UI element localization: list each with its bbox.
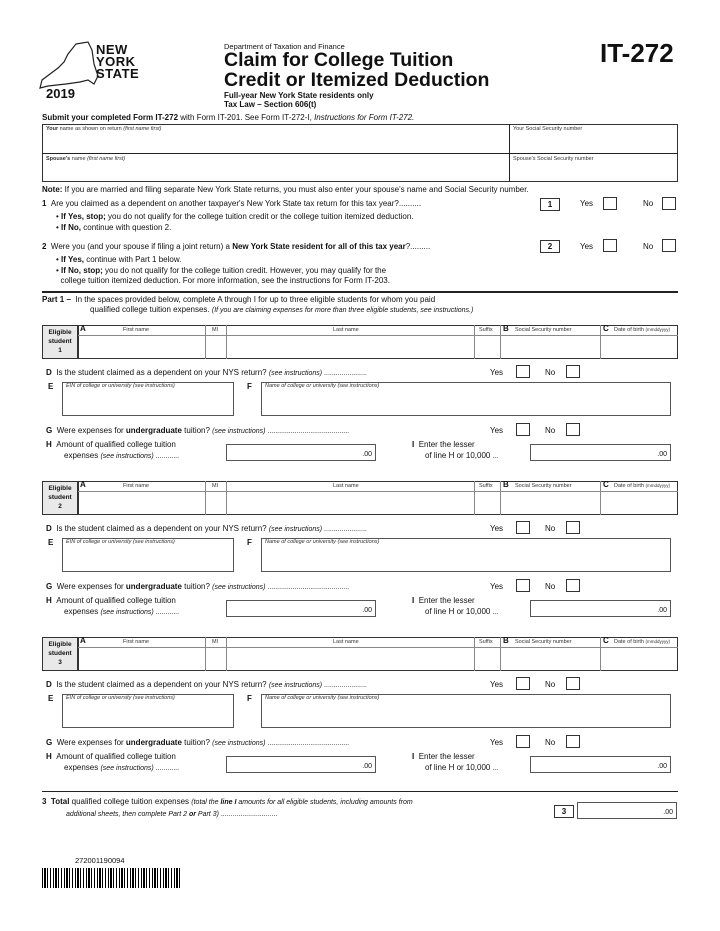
barcode-image [42, 868, 182, 888]
logo-new: NEW [96, 42, 128, 57]
part1-label: Part 1 – [42, 295, 71, 304]
mi-label: MI [212, 639, 219, 645]
college-name-label: Name of college or university (see instructions) [265, 383, 380, 389]
mi-input[interactable] [206, 492, 225, 514]
last-name-label: Last name [333, 639, 359, 645]
student-label: student [48, 338, 72, 345]
mi-label: MI [212, 483, 219, 489]
line-d-no-label: No [545, 368, 556, 377]
field-letter-f: F [247, 382, 252, 391]
q2-no-checkbox[interactable] [662, 239, 676, 252]
line-i-text: I Enter the lesser of line H or 10,000 ... [412, 596, 499, 616]
line-d-no-label: No [545, 524, 556, 533]
dob-label: Date of birth (mmddyyyy) [614, 483, 670, 489]
q1-no-checkbox[interactable] [662, 197, 676, 210]
line-g-no-checkbox[interactable] [566, 735, 580, 748]
ssn-input[interactable] [501, 336, 599, 358]
line-g-no-checkbox[interactable] [566, 423, 580, 436]
first-name-input[interactable] [79, 492, 204, 514]
line-d-yes-label: Yes [490, 368, 504, 377]
eligible-student-cell [42, 637, 78, 671]
line-d-yes-checkbox[interactable] [516, 677, 530, 690]
subtitle-tax-law: Tax Law – Section 606(t) [224, 99, 317, 109]
field-letter-b: B [503, 480, 509, 489]
nys-logo [36, 40, 146, 102]
eligible-label: Eligible [48, 485, 72, 492]
last-name-input[interactable] [227, 648, 473, 670]
college-name-label: Name of college or university (see instructions) [265, 695, 380, 701]
line-h-amount[interactable]: .00 [226, 444, 376, 461]
line-d-no-checkbox[interactable] [566, 365, 580, 378]
line-g-yes-checkbox[interactable] [516, 735, 530, 748]
note: Note: If you are married and filing separate New York State returns, you must also enter your spouse's name and Social Security number. [42, 185, 529, 194]
q2-bullet2: • If No, stop; you do not qualify for the college tuition credit. However, you may qualify for the college tuition itemized deduction. For more information, see the instructions for Form IT-203. [56, 266, 390, 285]
line-i-amount[interactable]: .00 [530, 756, 671, 773]
line-h-amount[interactable]: .00 [226, 600, 376, 617]
line-d-text: D Is the student claimed as a dependent on your NYS return? (see instructions) ...................... [46, 680, 367, 689]
line-d-no-checkbox[interactable] [566, 521, 580, 534]
line-g-no-label: No [545, 738, 556, 747]
title-line1: Claim for College Tuition [224, 49, 454, 71]
subtitle-residents: Full-year New York State residents only [224, 91, 374, 100]
q1-yes-checkbox[interactable] [603, 197, 617, 210]
ssn-label: Social Security number [515, 327, 572, 333]
line-g-yes-label: Yes [490, 582, 504, 591]
q1-bullet2: • If No, continue with question 2. [56, 223, 172, 232]
spouse-name-field[interactable] [43, 165, 508, 181]
spouse-ssn-label: Spouse's Social Security number [513, 156, 594, 162]
line-d-yes-checkbox[interactable] [516, 365, 530, 378]
suffix-input[interactable] [475, 492, 499, 514]
line3-text: 3 Total qualified college tuition expenses (total the line I amounts for all eligible students, including amounts from additional sheets, then complete Part 2 or Part 3) ............................. [42, 797, 413, 818]
last-name-input[interactable] [227, 492, 473, 514]
line3-total-amount[interactable]: .00 [577, 802, 677, 819]
subtitle [224, 92, 374, 109]
your-name-field[interactable] [43, 135, 508, 152]
dob-label: Date of birth (mmddyyyy) [614, 327, 670, 333]
submit-rest: with Form IT-201. See Form IT-272-I, [178, 113, 315, 122]
q2-text: 2 Were you (and your spouse if filing a joint return) a New York State resident for all of this tax year?......... [42, 242, 431, 251]
line-g-text: G Were expenses for undergraduate tuition? (see instructions) .......................................... [46, 738, 350, 747]
student-block-2 [0, 481, 720, 637]
line-g-no-label: No [545, 582, 556, 591]
line-g-yes-label: Yes [490, 738, 504, 747]
field-letter-b: B [503, 636, 509, 645]
line-h-text: H Amount of qualified college tuition expenses (see instructions) ............ [46, 752, 180, 772]
dob-label: Date of birth (mmddyyyy) [614, 639, 670, 645]
college-name-label: Name of college or university (see instructions) [265, 539, 380, 545]
mi-input[interactable] [206, 336, 225, 358]
spouse-ssn-field[interactable] [510, 165, 677, 181]
student-number: 2 [58, 503, 62, 510]
line-g-yes-checkbox[interactable] [516, 423, 530, 436]
field-letter-e: E [48, 694, 54, 703]
eligible-label: Eligible [48, 641, 72, 648]
submit-instruction [42, 113, 414, 122]
field-letter-f: F [247, 538, 252, 547]
line-d-yes-checkbox[interactable] [516, 521, 530, 534]
suffix-label: Suffix [479, 639, 493, 645]
q2-bullet1: • If Yes, continue with Part 1 below. [56, 255, 182, 264]
student-block-1 [0, 325, 720, 481]
line-i-text: I Enter the lesser of line H or 10,000 ... [412, 440, 499, 460]
student-label: student [48, 650, 72, 657]
field-letter-b: B [503, 324, 509, 333]
your-ssn-label: Your Social Security number [513, 126, 583, 132]
first-name-label: First name [123, 639, 149, 645]
line-d-no-label: No [545, 680, 556, 689]
your-name-label: Your name as shown on return (first name first) [46, 126, 162, 132]
ssn-input[interactable] [501, 648, 599, 670]
suffix-input[interactable] [475, 336, 499, 358]
field-letter-c: C [603, 636, 609, 645]
line-g-yes-label: Yes [490, 426, 504, 435]
mi-input[interactable] [206, 648, 225, 670]
line-i-amount[interactable]: .00 [530, 444, 671, 461]
line3-box-number: 3 [554, 805, 574, 818]
submit-lead: Submit your completed Form IT-272 [42, 113, 179, 122]
first-name-input[interactable] [79, 648, 204, 670]
ssn-input[interactable] [501, 492, 599, 514]
eligible-student-cell [42, 325, 78, 359]
form-number: IT-272 [600, 38, 674, 68]
ein-label: EIN of college or university (see instructions) [66, 695, 175, 701]
field-letter-a: A [80, 324, 86, 333]
eligible-student-cell [42, 481, 78, 515]
form-title [224, 50, 489, 90]
suffix-label: Suffix [479, 483, 493, 489]
q1-yes-label: Yes [580, 199, 594, 208]
logo-state: STATE [96, 66, 140, 81]
line-h-text: H Amount of qualified college tuition expenses (see instructions) ............ [46, 596, 180, 616]
student-label: student [48, 494, 72, 501]
line-d-yes-label: Yes [490, 680, 504, 689]
ssn-label: Social Security number [515, 639, 572, 645]
q2-yes-label: Yes [580, 242, 594, 251]
suffix-label: Suffix [479, 327, 493, 333]
q1-box-number: 1 [540, 198, 560, 211]
student-number: 3 [58, 659, 62, 666]
line-g-text: G Were expenses for undergraduate tuition? (see instructions) .......................................... [46, 426, 350, 435]
dob-input[interactable] [601, 492, 677, 514]
field-letter-e: E [48, 382, 54, 391]
your-ssn-field[interactable] [510, 135, 677, 152]
spouse-name-label: Spouse's name (first name first) [46, 156, 126, 162]
ein-label: EIN of college or university (see instructions) [66, 383, 175, 389]
first-name-label: First name [123, 483, 149, 489]
field-letter-a: A [80, 636, 86, 645]
student-number: 1 [58, 347, 62, 354]
barcode-number: 272001190094 [75, 856, 125, 865]
line-d-no-checkbox[interactable] [566, 677, 580, 690]
line-d-yes-label: Yes [490, 524, 504, 533]
last-name-input[interactable] [227, 336, 473, 358]
line-h-amount[interactable]: .00 [226, 756, 376, 773]
field-letter-f: F [247, 694, 252, 703]
dob-input[interactable] [601, 336, 677, 358]
submit-instr: Instructions for Form IT-272. [314, 113, 415, 122]
line-d-text: D Is the student claimed as a dependent on your NYS return? (see instructions) ...................... [46, 368, 367, 377]
student-block-3 [0, 637, 720, 793]
line-h-text: H Amount of qualified college tuition expenses (see instructions) ............ [46, 440, 180, 460]
line-g-no-label: No [545, 426, 556, 435]
line-g-text: G Were expenses for undergraduate tuition? (see instructions) .......................................... [46, 582, 350, 591]
suffix-input[interactable] [475, 648, 499, 670]
eligible-label: Eligible [48, 329, 72, 336]
ein-label: EIN of college or university (see instructions) [66, 539, 175, 545]
field-letter-c: C [603, 480, 609, 489]
first-name-input[interactable] [79, 336, 204, 358]
q2-no-label: No [643, 242, 654, 251]
first-name-label: First name [123, 327, 149, 333]
field-letter-e: E [48, 538, 54, 547]
q2-box-number: 2 [540, 240, 560, 253]
mi-label: MI [212, 327, 219, 333]
q1-text: 1 Are you claimed as a dependent on another taxpayer's New York State tax return for this tax year?.......... [42, 199, 422, 208]
line-g-no-checkbox[interactable] [566, 579, 580, 592]
field-letter-a: A [80, 480, 86, 489]
ssn-label: Social Security number [515, 483, 572, 489]
line-i-text: I Enter the lesser of line H or 10,000 ... [412, 752, 499, 772]
form-year: 2019 [46, 86, 75, 101]
dob-input[interactable] [601, 648, 677, 670]
title-line2: Credit or Itemized Deduction [224, 69, 490, 91]
department-name: Department of Taxation and Finance [224, 42, 345, 51]
line-i-amount[interactable]: .00 [530, 600, 671, 617]
field-letter-c: C [603, 324, 609, 333]
q1-no-label: No [643, 199, 654, 208]
q1-bullet1: • If Yes, stop; you do not qualify for the college tuition credit or the college tuition itemized deduction. [56, 212, 414, 221]
last-name-label: Last name [333, 327, 359, 333]
line-g-yes-checkbox[interactable] [516, 579, 530, 592]
logo-york: YORK [96, 54, 136, 69]
part1-intro: Part 1 – In the spaces provided below, complete A through I for up to three eligible students for whom you paid qualified college tuition expenses. (If you are claiming expenses for more than three eligible students, see instructions.) [42, 295, 474, 314]
line-d-text: D Is the student claimed as a dependent on your NYS return? (see instructions) ...................... [46, 524, 367, 533]
q2-yes-checkbox[interactable] [603, 239, 617, 252]
last-name-label: Last name [333, 483, 359, 489]
